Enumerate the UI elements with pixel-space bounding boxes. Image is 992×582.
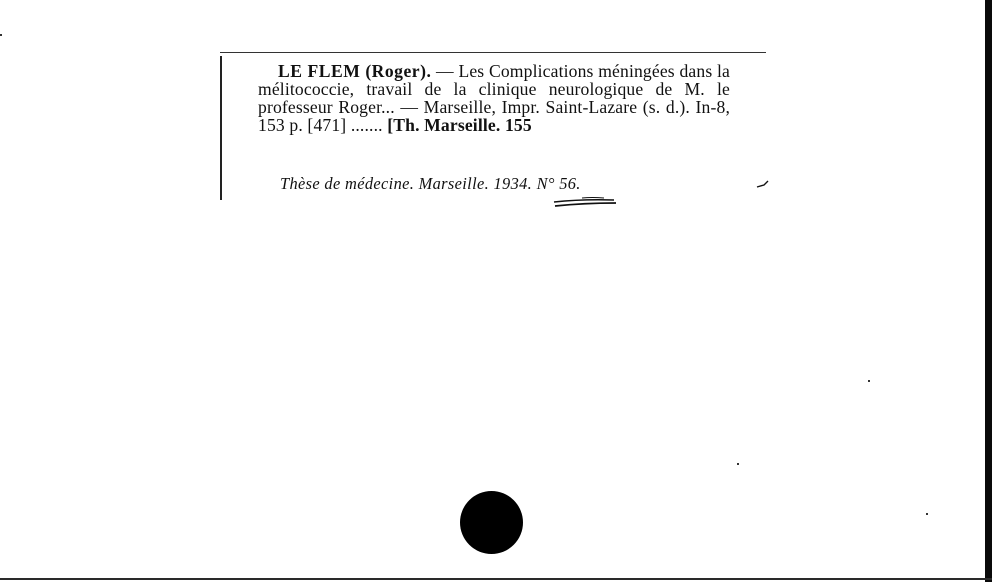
scan-bottom-edge	[0, 578, 992, 580]
thesis-note: Thèse de médecine. Marseille. 1934. N° 56.	[280, 174, 581, 193]
pencil-underline-mark	[552, 197, 618, 211]
entry-title: Les Complications méningées dans la mélitococcie, travail de la clinique neurologique de M. le professeur Roger...	[258, 61, 730, 117]
pencil-tick-mark	[756, 179, 770, 189]
punch-hole	[460, 491, 523, 554]
entry-series: [Th. Marseille. 155	[387, 115, 532, 135]
clipping-top-border	[220, 52, 766, 53]
entry-dash: —	[436, 61, 454, 81]
dust-speck	[868, 380, 870, 382]
bibliographic-entry	[258, 62, 730, 134]
dust-speck	[0, 34, 2, 36]
catalog-card-clipping	[220, 52, 766, 200]
entry-publication: — Marseille, Impr. Saint-Lazare (s. d.). In-8, 153 p. [471] .......	[258, 97, 730, 135]
dust-speck	[926, 513, 928, 515]
entry-author: LE FLEM (Roger).	[278, 61, 432, 81]
scan-right-edge	[985, 0, 992, 582]
dust-speck	[737, 463, 739, 465]
clipping-left-border	[220, 56, 222, 200]
